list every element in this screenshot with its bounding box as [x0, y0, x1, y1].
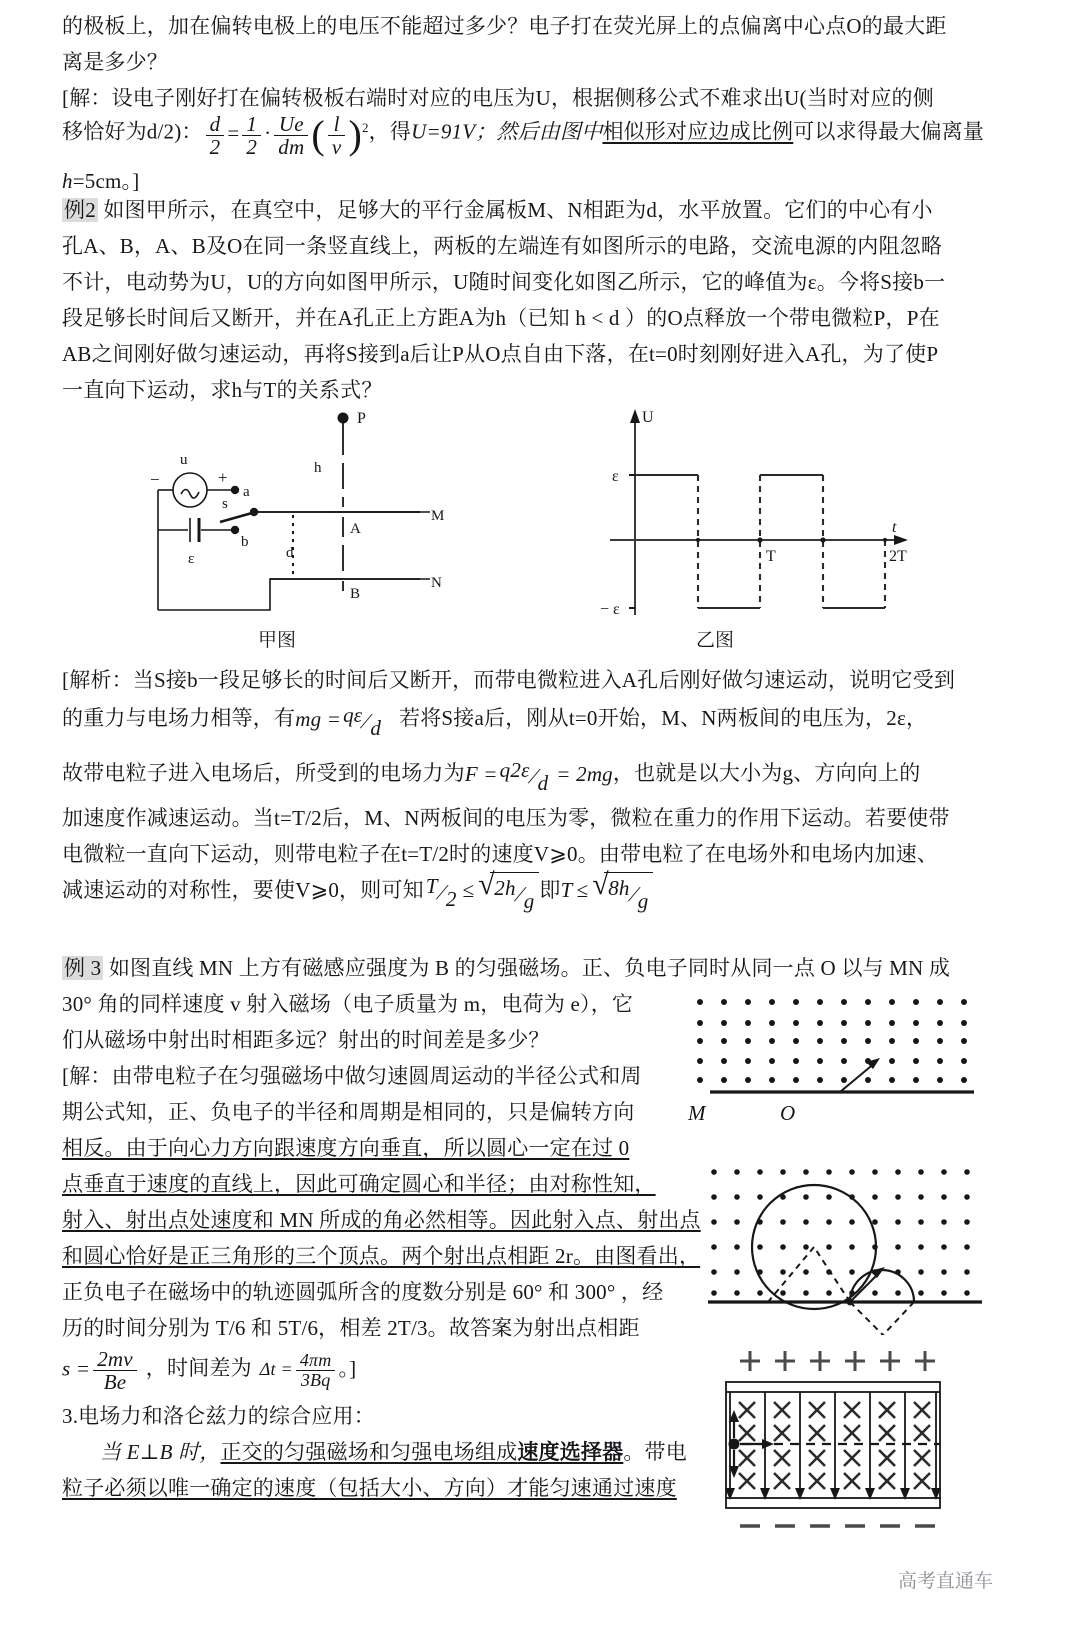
- waveform-svg: [590, 405, 910, 620]
- formula-T-le-sqrt-8h-g: T ≤ √ 8h/g: [561, 872, 654, 912]
- waveform-tick-T: T: [766, 548, 776, 565]
- top-line-1: 的极板上，加在偏转电极上的电压不能超过多少？电子打在荧光屏上的点偏离中心点O的最大距: [62, 14, 947, 38]
- formula-tail-a: ，得: [368, 119, 412, 144]
- example3-body-9: 历的时间分别为 T/6 和 5T/6，相差 2T/3。故答案为射出点相距: [62, 1316, 640, 1340]
- waveform-tick-eps: ε: [612, 468, 619, 485]
- label-source-u: u: [180, 452, 188, 468]
- formula-tail-b: U=91V；然后由图中: [411, 119, 603, 144]
- section3-p1-tail: 。带电: [623, 1440, 687, 1464]
- waveform-axis-y-label: U: [642, 409, 654, 426]
- node-a-dot: [231, 486, 239, 494]
- waveform-labels: [600, 409, 907, 618]
- figure-velocity-selector: [712, 1340, 974, 1540]
- analysis2-l2-lead: 的重力与电场力相等，有: [62, 706, 296, 730]
- formula-s-eq-2mv-over-Be: s = $\frac{2mv}{Be}$: [62, 1348, 140, 1393]
- label-minus: −: [150, 470, 160, 489]
- label-plus: +: [218, 468, 228, 487]
- example2-line-4: 段足够长时间后又断开，并在A孔正上方距A为h（已知 h < d ）的O点释放一个带电微粒P，P在: [62, 306, 940, 330]
- switch-pivot-dot: [250, 508, 258, 516]
- analysis2-line6: [62, 872, 1022, 912]
- mn-label-O: O: [780, 1101, 796, 1125]
- injection-point-dot: [847, 1299, 854, 1306]
- example2-text-1: 如图甲所示，在真空中，足够大的平行金属板M、N相距为d，水平放置。它们的中心有小: [103, 198, 933, 222]
- answer-value: =5cm。]: [72, 169, 140, 193]
- mn-field-2-svg: [700, 1160, 990, 1335]
- label-node-a: a: [243, 484, 250, 500]
- bottom-plate: [726, 1498, 940, 1508]
- particle-P-dot: [338, 413, 349, 424]
- figure-jia-circuit: [130, 385, 470, 630]
- analysis2-line2: [62, 700, 1022, 739]
- top-line-2: 离是多少？: [62, 50, 168, 74]
- example3-text-1: 如图直线 MN 上方有磁感应强度为 B 的匀强磁场。正、负电子同时从同一点 O 以与 MN 成: [108, 956, 951, 980]
- analysis2-l6-lead: 减速运动的对称性，要使V⩾0，则可知: [62, 878, 424, 902]
- example3-body-7: [62, 1238, 701, 1274]
- section3-p1-lead: 当 E⊥B 时，: [100, 1440, 221, 1464]
- y-axis-arrow-icon: [630, 409, 640, 423]
- example3-body-5: [62, 1166, 687, 1202]
- dashed-radii: [768, 1247, 850, 1302]
- label-particle-P: P: [357, 410, 366, 427]
- label-hole-B: B: [350, 586, 361, 602]
- field-dots-out-of-page-2: [711, 1169, 970, 1296]
- example2-line-2: 孔A、B，A、B及O在同一条竖直线上，两板的左端连有如图所示的电路，交流电源的内阻忽略: [62, 234, 943, 258]
- example3-formula-line: [62, 1348, 356, 1393]
- section3-p1-underline: 正交的匀强磁场和匀强电场组成: [220, 1440, 518, 1464]
- waveform-dashed-transitions: [698, 475, 885, 608]
- mn-field-1-svg: [688, 992, 988, 1100]
- example2-tag: 例2: [64, 198, 96, 222]
- analysis2-line1: [解析：当S接b一段足够长的时间后又断开，而带电微粒进入A孔后刚好做匀速运动，说明它受到: [62, 668, 956, 692]
- top-plate: [726, 1382, 940, 1392]
- velocity-selector-svg: [712, 1340, 974, 1540]
- label-hole-A: A: [350, 521, 361, 537]
- charged-particle-dot: [729, 1439, 740, 1450]
- analysis2-l3-lead: 故带电粒子进入电场后，所受到的电场力为: [62, 761, 465, 785]
- analysis2-l2-tail: 若将S接a后，刚从t=0开始，M、N两板间的电压为，2ε，: [399, 706, 928, 730]
- circuit-svg: [130, 385, 470, 630]
- figure-jia-caption: 甲图: [258, 630, 297, 651]
- example3-body-7-text: 和圆心恰好是正三角形的三个顶点。两个射出点相距 2r。由图看出，: [62, 1244, 701, 1268]
- label-plate-M: M: [431, 508, 445, 524]
- waveform-tick-2T: 2T: [889, 548, 907, 565]
- watermark-text: 高考直通车: [898, 1571, 994, 1592]
- example3-body-1: 们从磁场中射出时相距多远？射出的时间差是多少？: [62, 1028, 550, 1052]
- figure-mn-field-1: [688, 992, 988, 1100]
- example2-block: [62, 192, 1020, 408]
- waveform-axes: [610, 417, 902, 615]
- answer-h: h: [62, 169, 73, 193]
- figure-yi-caption: 乙图: [696, 630, 735, 651]
- formula-mg-eq-qe-over-d: mg =qε/d: [295, 703, 382, 741]
- top-formula-line: [62, 110, 1022, 164]
- small-arc-trajectory: [850, 1270, 914, 1302]
- example3-body-6-text: 射入、射出点处速度和 MN 所成的角必然相等。因此射入点、射出点: [62, 1208, 701, 1232]
- formula-underline-phrase: 相似形对应边成比例: [602, 119, 794, 144]
- analysis2-l3-tail: ，也就是以大小为g、方向向上的: [612, 761, 921, 785]
- waveform-tick-neg-eps: − ε: [600, 601, 620, 618]
- example2-line-3: 不计，电动势为U，U的方向如图甲所示，U随时间变化如图乙所示，它的峰值为ε。今将S接b一: [62, 270, 946, 294]
- section3-p1-bold: 速度选择器: [517, 1440, 624, 1464]
- formula-F-eq-q2e-over-d: F =q2ε/d = 2mg: [464, 758, 613, 796]
- label-d: d: [286, 545, 294, 561]
- example3-tag: 例 3: [64, 956, 102, 980]
- example3-body-4: [62, 1130, 687, 1166]
- top-paragraph: [62, 8, 1022, 116]
- example3-formula-tail: 。]: [338, 1356, 357, 1381]
- analysis2-line3: [62, 755, 1022, 794]
- analysis2-l6-mid: 即: [539, 878, 561, 902]
- section3-heading: 3.电场力和洛仑兹力的综合应用：: [62, 1404, 375, 1428]
- top-line-3: [解：设电子刚好打在偏转极板右端时对应的电压为U，根据侧移公式不难求出U(当时对应的侧: [62, 86, 934, 110]
- label-switch-s: s: [222, 496, 228, 512]
- example2-line-5: AB之间刚好做匀速运动，再将S接到a后让P从O点自由下落，在t=0时刻刚好进入A孔，为了使P: [62, 342, 939, 366]
- example3-body-5-text: 点垂直于速度的直线上，因此可确定圆心和半径；由对称性知，: [62, 1172, 656, 1196]
- label-node-b: b: [241, 534, 249, 550]
- example3-body-6: [62, 1202, 701, 1238]
- formula-d-over-2: $\frac{d}{2}$ = $\frac{1}{2}$ · $\frac{Ue}{dm}$ ( $\frac{l}{v}$ )$^2$: [203, 110, 369, 158]
- example3-formula-mid: ，时间差为: [145, 1356, 252, 1381]
- example3-line-2: 30° 角的同样速度 v 射入磁场（电子质量为 m，电荷为 e），它: [62, 992, 634, 1016]
- example3-body-8: 正负电子在磁场中的轨迹圆弧所含的度数分别是 60° 和 300° ，经: [62, 1280, 664, 1304]
- formula-lead-text: 移恰好为d/2)：: [62, 119, 203, 144]
- positive-charge-row: [740, 1351, 935, 1371]
- example3-body: [62, 1022, 701, 1346]
- node-b-dot: [231, 526, 239, 534]
- example3-body-2: [解：由带电粒子在匀强磁场中做匀速圆周运动的半径公式和周: [62, 1064, 642, 1088]
- figure-mn-field-2: [700, 1160, 990, 1335]
- label-h: h: [314, 460, 322, 476]
- circuit-nodes: [231, 413, 349, 535]
- example2-line-1: [62, 192, 1020, 228]
- example3-body-3: 期公式知，正、负电子的半径和周期是相同的，只是偏转方向: [62, 1100, 635, 1124]
- formula-tail-c: 可以求得最大偏离量: [793, 119, 985, 144]
- section3-paragraph-1: [100, 1434, 687, 1470]
- mn-label-M: M: [688, 1101, 706, 1125]
- field-dots-out-of-page: [697, 999, 967, 1083]
- analysis2-line5: 电微粒一直向下运动，则带电粒子在t=T/2时的速度V⩾0。由带电粒了在电场外和电场内加速、: [62, 842, 939, 866]
- x-axis-arrow-icon: [894, 535, 908, 545]
- section3-paragraph-2: [62, 1470, 677, 1506]
- dashed-lower-lines: [850, 1302, 914, 1335]
- example3-body-4-text: 相反。由于向心力方向跟速度方向垂直，所以圆心一定在过 0: [62, 1136, 630, 1160]
- figure-yi-waveform: [590, 405, 910, 620]
- formula-T-over-2-le-sqrt-2h-g: T/2 ≤ √ 2h/g: [424, 872, 540, 912]
- section3-p2-underline: 粒子必须以唯一确定的速度（包括大小、方向）才能匀速通过速度: [62, 1476, 677, 1500]
- example3-line-1: [62, 950, 1022, 986]
- ac-source-icon: [173, 473, 207, 507]
- waveform-axis-x-label: t: [892, 519, 897, 536]
- example2-line-6: 一直向下运动，求h与T的关系式？: [62, 378, 383, 402]
- formula-dt-eq-4pim-over-3Bq: Δt = $\frac{4\pi m}{3Bq}$: [260, 1351, 339, 1390]
- analysis2-line4: 加速度作减速运动。当t=T/2后，M、N两板间的电压为零，微粒在重力的作用下运动。若要使带: [62, 806, 950, 830]
- arrow-right-icon: [762, 1439, 774, 1449]
- label-capacitor-eps: ε: [188, 551, 195, 567]
- label-plate-N: N: [431, 575, 442, 591]
